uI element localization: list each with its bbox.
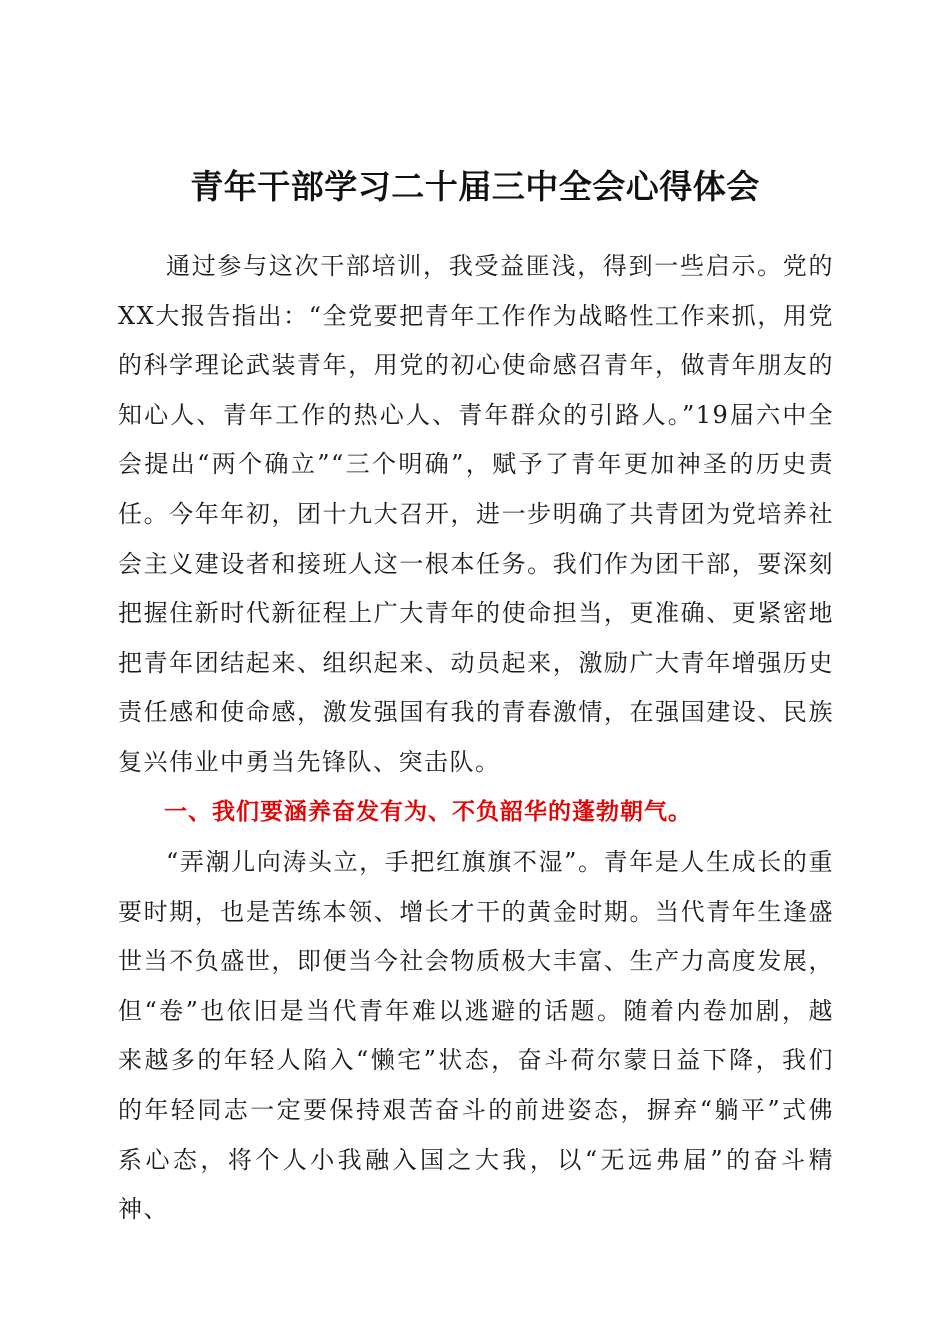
section-heading-1: 一、我们要涵养奋发有为、不负韶华的蓬勃朝气。 [164, 799, 692, 825]
document-title: 青年干部学习二十届三中全会心得体会 [190, 167, 760, 206]
intro-paragraph: 通过参与这次干部培训，我受益匪浅，得到一些启示。党的XX大报告指出：“全党要把青年工作作为战略性工作来抓，用党的科学理论武装青年，用党的初心使命感召青年，做青年朋友的知心人、青年工作的热心人、青年群众的引路人。”19届六中全会提出“两个确立”“三个明确”，赋予了青年更加神圣的历史责任。今年年初，团十九大召开，进一步明确了共青团为党培养社会主义建设者和接班人这一根本任务。我们作为团干部，要深刻把握住新时代新征程上广大青年的使命担当，更准确、更紧密地把青年团结起来、组织起来、动员起来，激励广大青年增强历史责任感和使命感，激发强国有我的青春激情，在强国建设、民族复兴伟业中勇当先锋队、突击队。 [118, 252, 834, 776]
section-1-paragraph: “弄潮儿向涛头立，手把红旗旗不湿”。青年是人生成长的重要时期，也是苦练本领、增长才干的黄金时期。当代青年生逢盛世当不负盛世，即便当今社会物质极大丰富、生产力高度发展，但“卷”也依旧是当代青年难以逃避的话题。随着内卷加剧，越来越多的年轻人陷入“懒宅”状态，奋斗荷尔蒙日益下降，我们的年轻同志一定要保持艰苦奋斗的前进姿态，摒弃“躺平”式佛系心态，将个人小我融入国之大我，以“无远弗届”的奋斗精神、 [118, 848, 834, 1224]
